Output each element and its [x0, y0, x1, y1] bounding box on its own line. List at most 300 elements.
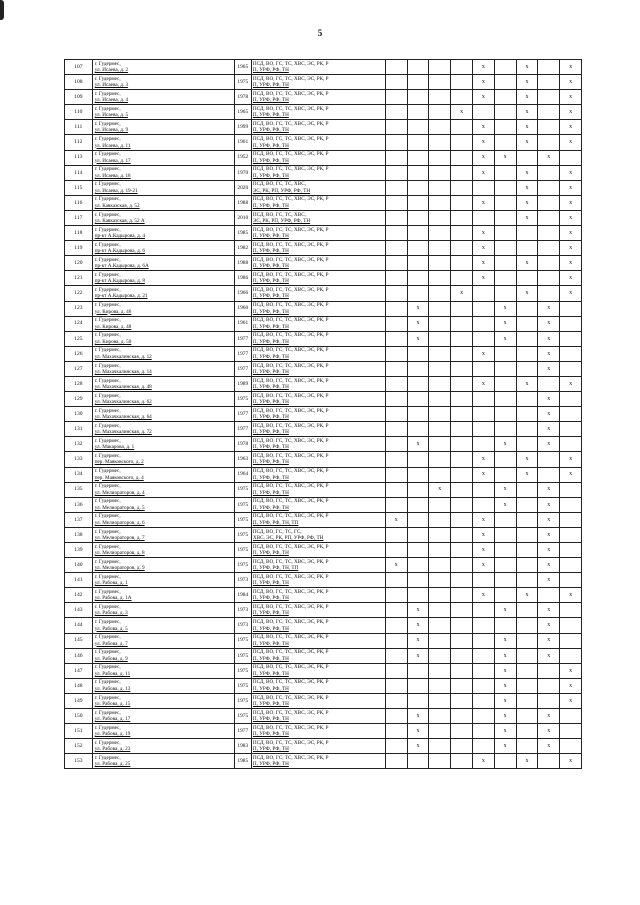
- x-mark: x: [503, 486, 507, 493]
- x-mark: x: [569, 758, 573, 765]
- x-mark: x: [481, 456, 485, 463]
- mark-cell: [516, 512, 538, 527]
- address-street: ул. Мелиораторов, д. 7: [94, 534, 145, 541]
- address-city: г. Гудермес,: [94, 211, 121, 218]
- address-city: г. Гудермес,: [94, 347, 121, 354]
- x-mark: x: [416, 320, 420, 327]
- row-number: 132: [65, 437, 93, 452]
- address-cell: [92, 60, 234, 75]
- address-city: г. Гудермес,: [94, 422, 121, 429]
- mark-cell: [560, 452, 582, 467]
- mark-cell: [516, 316, 538, 331]
- mark-cell: [494, 648, 516, 663]
- x-mark: x: [481, 63, 485, 70]
- mark-cell: [538, 241, 560, 256]
- mark-cell: [494, 724, 516, 739]
- x-mark: x: [481, 592, 485, 599]
- address-city: г. Гудермес,: [94, 513, 121, 520]
- mark-cell: [560, 301, 582, 316]
- row-number: 140: [65, 558, 93, 573]
- mark-cell: [538, 195, 560, 210]
- table-row: [65, 558, 582, 573]
- work-types-cell: [251, 331, 385, 346]
- mark-cell: [560, 527, 582, 542]
- address-city: г. Гудермес,: [94, 256, 121, 263]
- mark-cell: [516, 407, 538, 422]
- mark-cell: [429, 195, 451, 210]
- work-types-cell: [251, 135, 385, 150]
- mark-cell: [538, 739, 560, 754]
- mark-cell: [451, 392, 473, 407]
- mark-cell: [516, 301, 538, 316]
- mark-cell: [451, 512, 473, 527]
- row-number: 150: [65, 709, 93, 724]
- x-mark: x: [569, 109, 573, 116]
- mark-cell: [407, 678, 429, 693]
- mark-cell: [429, 180, 451, 195]
- table-row: [65, 527, 582, 542]
- address-street: ул. Мелиораторов, д. 9: [94, 565, 145, 572]
- address-cell: [92, 331, 234, 346]
- build-year: 1975: [234, 392, 251, 407]
- page-number: 5: [317, 28, 323, 38]
- work-types-cell: [251, 392, 385, 407]
- x-mark: x: [547, 486, 551, 493]
- x-mark: x: [394, 516, 398, 523]
- mark-cell: [385, 195, 407, 210]
- x-mark: x: [481, 94, 485, 101]
- address-cell: [92, 210, 234, 225]
- work-types-cell: [251, 75, 385, 90]
- address-cell: [92, 633, 234, 648]
- work-types-line-1: ПСД, ВО, ГС, ТС, ХВС, ЭС, РК, Р: [252, 271, 329, 278]
- mark-cell: [429, 709, 451, 724]
- mark-cell: [472, 75, 494, 90]
- build-year: 1952: [234, 150, 251, 165]
- work-types-line-1: ПСД, ВО, ГС, ТС, ХВС, ЭС, РК, Р: [252, 196, 329, 203]
- mark-cell: [451, 648, 473, 663]
- address-street: ул. Исаева, д. 11: [94, 142, 131, 149]
- mark-cell: [472, 678, 494, 693]
- mark-cell: [385, 543, 407, 558]
- mark-cell: [407, 754, 429, 769]
- address-city: г. Гудермес,: [94, 241, 121, 248]
- x-mark: x: [525, 380, 529, 387]
- mark-cell: [560, 256, 582, 271]
- mark-cell: [560, 407, 582, 422]
- mark-cell: [516, 452, 538, 467]
- build-year: 1961: [234, 316, 251, 331]
- table-row: [65, 135, 582, 150]
- build-year: 1977: [234, 422, 251, 437]
- mark-cell: [560, 346, 582, 361]
- mark-cell: [494, 422, 516, 437]
- mark-cell: [494, 437, 516, 452]
- address-cell: [92, 754, 234, 769]
- work-types-line-2: П, УРФ, РФ, ТН: [252, 384, 289, 391]
- mark-cell: [538, 60, 560, 75]
- mark-cell: [494, 527, 516, 542]
- x-mark: x: [481, 199, 485, 206]
- mark-cell: [538, 588, 560, 603]
- work-types-line-2: П, УРФ, РФ, ТН: [252, 504, 289, 511]
- address-street: ул. Исаева, д. 19-21: [94, 187, 138, 194]
- address-cell: [92, 75, 234, 90]
- mark-cell: [472, 256, 494, 271]
- mark-cell: [429, 241, 451, 256]
- mark-cell: [538, 482, 560, 497]
- mark-cell: [538, 633, 560, 648]
- mark-cell: [451, 678, 473, 693]
- work-types-line-1: ПСД, ВО, ГС, ТС, ХВС, ЭС, РК, Р: [252, 347, 329, 354]
- mark-cell: [451, 693, 473, 708]
- x-mark: x: [525, 94, 529, 101]
- x-mark: x: [503, 697, 507, 704]
- x-mark: x: [460, 109, 464, 116]
- mark-cell: [451, 543, 473, 558]
- address-city: г. Гудермес,: [94, 437, 121, 444]
- mark-cell: [429, 739, 451, 754]
- mark-cell: [538, 376, 560, 391]
- mark-cell: [407, 543, 429, 558]
- address-city: г. Гудермес,: [94, 634, 121, 641]
- x-mark: x: [569, 169, 573, 176]
- x-mark: x: [481, 561, 485, 568]
- mark-cell: [451, 165, 473, 180]
- work-types-cell: [251, 693, 385, 708]
- x-mark: x: [481, 244, 485, 251]
- x-mark: x: [547, 622, 551, 629]
- address-street: ул. Мелиораторов, д. 4: [94, 489, 145, 496]
- mark-cell: [516, 60, 538, 75]
- mark-cell: [429, 392, 451, 407]
- x-mark: x: [481, 229, 485, 236]
- mark-cell: [429, 693, 451, 708]
- address-cell: [92, 180, 234, 195]
- row-number: 120: [65, 256, 93, 271]
- work-types-cell: [251, 603, 385, 618]
- address-street: ул. Исаева, д. 5: [94, 112, 129, 119]
- mark-cell: [472, 271, 494, 286]
- work-types-line-2: П, УРФ, РФ, ТН: [252, 97, 289, 104]
- mark-cell: [538, 497, 560, 512]
- x-mark: x: [416, 637, 420, 644]
- mark-cell: [385, 346, 407, 361]
- mark-cell: [538, 90, 560, 105]
- mark-cell: [494, 739, 516, 754]
- mark-cell: [407, 648, 429, 663]
- address-cell: [92, 527, 234, 542]
- mark-cell: [385, 512, 407, 527]
- mark-cell: [538, 527, 560, 542]
- x-mark: x: [503, 667, 507, 674]
- mark-cell: [560, 241, 582, 256]
- address-cell: [92, 165, 234, 180]
- mark-cell: [516, 573, 538, 588]
- address-cell: [92, 422, 234, 437]
- mark-cell: [407, 724, 429, 739]
- mark-cell: [538, 603, 560, 618]
- mark-cell: [429, 316, 451, 331]
- address-cell: [92, 482, 234, 497]
- work-types-line-2: П, УРФ, РФ, ТН: [252, 459, 289, 466]
- address-city: г. Гудермес,: [94, 105, 121, 112]
- work-types-cell: [251, 301, 385, 316]
- x-mark: x: [525, 758, 529, 765]
- address-street: ул. Кирова, д. 50: [94, 338, 132, 345]
- row-number: 119: [65, 241, 93, 256]
- mark-cell: [538, 135, 560, 150]
- mark-cell: [385, 437, 407, 452]
- table-row: [65, 633, 582, 648]
- work-types-cell: [251, 482, 385, 497]
- mark-cell: [538, 558, 560, 573]
- work-types-line-1: ПСД, ВО, ГС, ТС, ХВС, ЭС, РК, Р: [252, 664, 329, 671]
- x-mark: x: [547, 441, 551, 448]
- address-street: ул. Рабова, д. 3: [94, 610, 128, 617]
- address-street: ул. Кавказская, д. 52: [94, 202, 140, 209]
- x-mark: x: [547, 607, 551, 614]
- mark-cell: [494, 271, 516, 286]
- x-mark: x: [481, 78, 485, 85]
- x-mark: x: [481, 471, 485, 478]
- mark-cell: [494, 120, 516, 135]
- mark-cell: [560, 120, 582, 135]
- work-types-line-1: ПСД, ВО, ГС, ТС, ХВС, ЭС, РК, Р: [252, 60, 329, 67]
- mark-cell: [385, 573, 407, 588]
- mark-cell: [385, 361, 407, 376]
- mark-cell: [538, 543, 560, 558]
- housing-registry-table: [64, 59, 582, 769]
- build-year: 1975: [234, 693, 251, 708]
- table-row: [65, 301, 582, 316]
- mark-cell: [451, 150, 473, 165]
- build-year: 1983: [234, 739, 251, 754]
- table-row: [65, 709, 582, 724]
- x-mark: x: [569, 471, 573, 478]
- mark-cell: [472, 150, 494, 165]
- work-types-line-1: ПСД, ВО, ГС, ТС, ХВС, ЭС, РК, Р: [252, 649, 329, 656]
- mark-cell: [385, 271, 407, 286]
- x-mark: x: [547, 743, 551, 750]
- mark-cell: [451, 467, 473, 482]
- mark-cell: [538, 573, 560, 588]
- mark-cell: [560, 210, 582, 225]
- build-year: 1986: [234, 271, 251, 286]
- mark-cell: [494, 226, 516, 241]
- work-types-line-1: ПСД, ВО, ГС, ТС, ХВС, ЭС, РК, Р: [252, 694, 329, 701]
- mark-cell: [429, 165, 451, 180]
- mark-cell: [472, 90, 494, 105]
- mark-cell: [407, 241, 429, 256]
- mark-cell: [560, 286, 582, 301]
- table-row: [65, 210, 582, 225]
- mark-cell: [451, 316, 473, 331]
- mark-cell: [494, 678, 516, 693]
- mark-cell: [516, 346, 538, 361]
- mark-cell: [451, 663, 473, 678]
- mark-cell: [451, 724, 473, 739]
- mark-cell: [472, 361, 494, 376]
- work-types-line-2: П, УРФ, РФ, ТН: [252, 308, 289, 315]
- address-city: г. Гудермес,: [94, 558, 121, 565]
- row-number: 143: [65, 603, 93, 618]
- mark-cell: [429, 75, 451, 90]
- work-types-cell: [251, 256, 385, 271]
- x-mark: x: [481, 380, 485, 387]
- mark-cell: [429, 663, 451, 678]
- mark-cell: [560, 558, 582, 573]
- work-types-cell: [251, 739, 385, 754]
- mark-cell: [472, 603, 494, 618]
- address-cell: [92, 739, 234, 754]
- mark-cell: [538, 648, 560, 663]
- work-types-cell: [251, 497, 385, 512]
- work-types-cell: [251, 437, 385, 452]
- mark-cell: [516, 633, 538, 648]
- mark-cell: [560, 663, 582, 678]
- work-types-line-1: ПСД, ВО, ГС, ТС, ХВС, ЭС, РК, Р: [252, 604, 329, 611]
- mark-cell: [407, 271, 429, 286]
- work-types-line-1: ПСД, ВО, ГС, ТС, ХВС, ЭС, РК, Р: [252, 256, 329, 263]
- build-year: 1978: [234, 437, 251, 452]
- row-number: 112: [65, 135, 93, 150]
- work-types-line-2: П, УРФ, РФ, ТН: [252, 142, 289, 149]
- mark-cell: [407, 165, 429, 180]
- build-year: 1975: [234, 663, 251, 678]
- mark-cell: [516, 376, 538, 391]
- work-types-line-2: П, УРФ, РФ, ТН: [252, 172, 289, 179]
- mark-cell: [407, 346, 429, 361]
- mark-cell: [472, 588, 494, 603]
- mark-cell: [385, 316, 407, 331]
- row-number: 136: [65, 497, 93, 512]
- x-mark: x: [503, 637, 507, 644]
- build-year: 1970: [234, 165, 251, 180]
- work-types-line-1: ПСД, ВО, ГС, ТС, ХВС, ЭС, РК, Р: [252, 619, 329, 626]
- mark-cell: [385, 376, 407, 391]
- mark-cell: [451, 527, 473, 542]
- mark-cell: [560, 195, 582, 210]
- table-row: [65, 422, 582, 437]
- work-types-line-2: П, УРФ, РФ, ТН: [252, 248, 289, 255]
- mark-cell: [385, 75, 407, 90]
- table-row: [65, 165, 582, 180]
- row-number: 144: [65, 618, 93, 633]
- x-mark: x: [569, 199, 573, 206]
- x-mark: x: [569, 63, 573, 70]
- row-number: 129: [65, 392, 93, 407]
- mark-cell: [385, 286, 407, 301]
- x-mark: x: [547, 637, 551, 644]
- address-street: ул. Рабова, д. 1А: [94, 595, 132, 602]
- mark-cell: [451, 210, 473, 225]
- address-city: г. Гудермес,: [94, 121, 121, 128]
- build-year: 2020: [234, 180, 251, 195]
- mark-cell: [407, 573, 429, 588]
- address-cell: [92, 316, 234, 331]
- mark-cell: [538, 226, 560, 241]
- address-street: ул. Рабова, д. 13: [94, 685, 131, 692]
- work-types-cell: [251, 346, 385, 361]
- mark-cell: [516, 180, 538, 195]
- x-mark: x: [416, 335, 420, 342]
- x-mark: x: [525, 109, 529, 116]
- row-number: 152: [65, 739, 93, 754]
- x-mark: x: [503, 743, 507, 750]
- mark-cell: [429, 90, 451, 105]
- mark-cell: [516, 603, 538, 618]
- mark-cell: [560, 467, 582, 482]
- mark-cell: [451, 105, 473, 120]
- address-city: г. Гудермес,: [94, 528, 121, 535]
- address-city: г. Гудермес,: [94, 664, 121, 671]
- mark-cell: [516, 150, 538, 165]
- work-types-line-1: ПСД, ВО, ГС, ТС, ХВС, ЭС, РК, Р: [252, 468, 329, 475]
- table-row: [65, 467, 582, 482]
- mark-cell: [385, 256, 407, 271]
- mark-cell: [494, 135, 516, 150]
- row-number: 148: [65, 678, 93, 693]
- mark-cell: [494, 361, 516, 376]
- table-row: [65, 120, 582, 135]
- address-cell: [92, 663, 234, 678]
- mark-cell: [494, 754, 516, 769]
- address-cell: [92, 543, 234, 558]
- work-types-cell: [251, 633, 385, 648]
- mark-cell: [538, 180, 560, 195]
- work-types-cell: [251, 618, 385, 633]
- mark-cell: [472, 663, 494, 678]
- address-cell: [92, 376, 234, 391]
- address-street: ул. Мелиораторов, д. 6: [94, 519, 145, 526]
- mark-cell: [560, 588, 582, 603]
- mark-cell: [516, 543, 538, 558]
- mark-cell: [385, 150, 407, 165]
- work-types-line-2: П, УРФ, РФ, ТН: [252, 323, 289, 330]
- work-types-line-1: ПСД, ВО, ГС, ТС, ХВС, ЭС, РК, Р: [252, 513, 329, 520]
- x-mark: x: [416, 607, 420, 614]
- mark-cell: [560, 226, 582, 241]
- mark-cell: [451, 241, 473, 256]
- mark-cell: [407, 709, 429, 724]
- x-mark: x: [547, 305, 551, 312]
- work-types-line-2: П, УРФ, РФ, ТН: [252, 157, 289, 164]
- mark-cell: [385, 497, 407, 512]
- table-row: [65, 60, 582, 75]
- work-types-line-1: ПСД, ВО, ГС, ТС, ХВС, ЭС, РК, Р: [252, 166, 329, 173]
- work-types-line-1: ПСД, ВО, ГС, ТС, ХВС, ЭС, РК, Р: [252, 573, 329, 580]
- table-row: [65, 543, 582, 558]
- address-cell: [92, 271, 234, 286]
- mark-cell: [516, 467, 538, 482]
- mark-cell: [494, 241, 516, 256]
- mark-cell: [472, 648, 494, 663]
- x-mark: x: [481, 169, 485, 176]
- mark-cell: [516, 754, 538, 769]
- mark-cell: [494, 467, 516, 482]
- mark-cell: [385, 392, 407, 407]
- mark-cell: [472, 180, 494, 195]
- address-street: ул. Рабова, д. 5: [94, 625, 128, 632]
- mark-cell: [385, 90, 407, 105]
- table-row: [65, 497, 582, 512]
- work-types-line-2: П, УРФ, РФ, ТН: [252, 202, 289, 209]
- x-mark: x: [481, 124, 485, 131]
- mark-cell: [385, 724, 407, 739]
- work-types-cell: [251, 165, 385, 180]
- mark-cell: [494, 392, 516, 407]
